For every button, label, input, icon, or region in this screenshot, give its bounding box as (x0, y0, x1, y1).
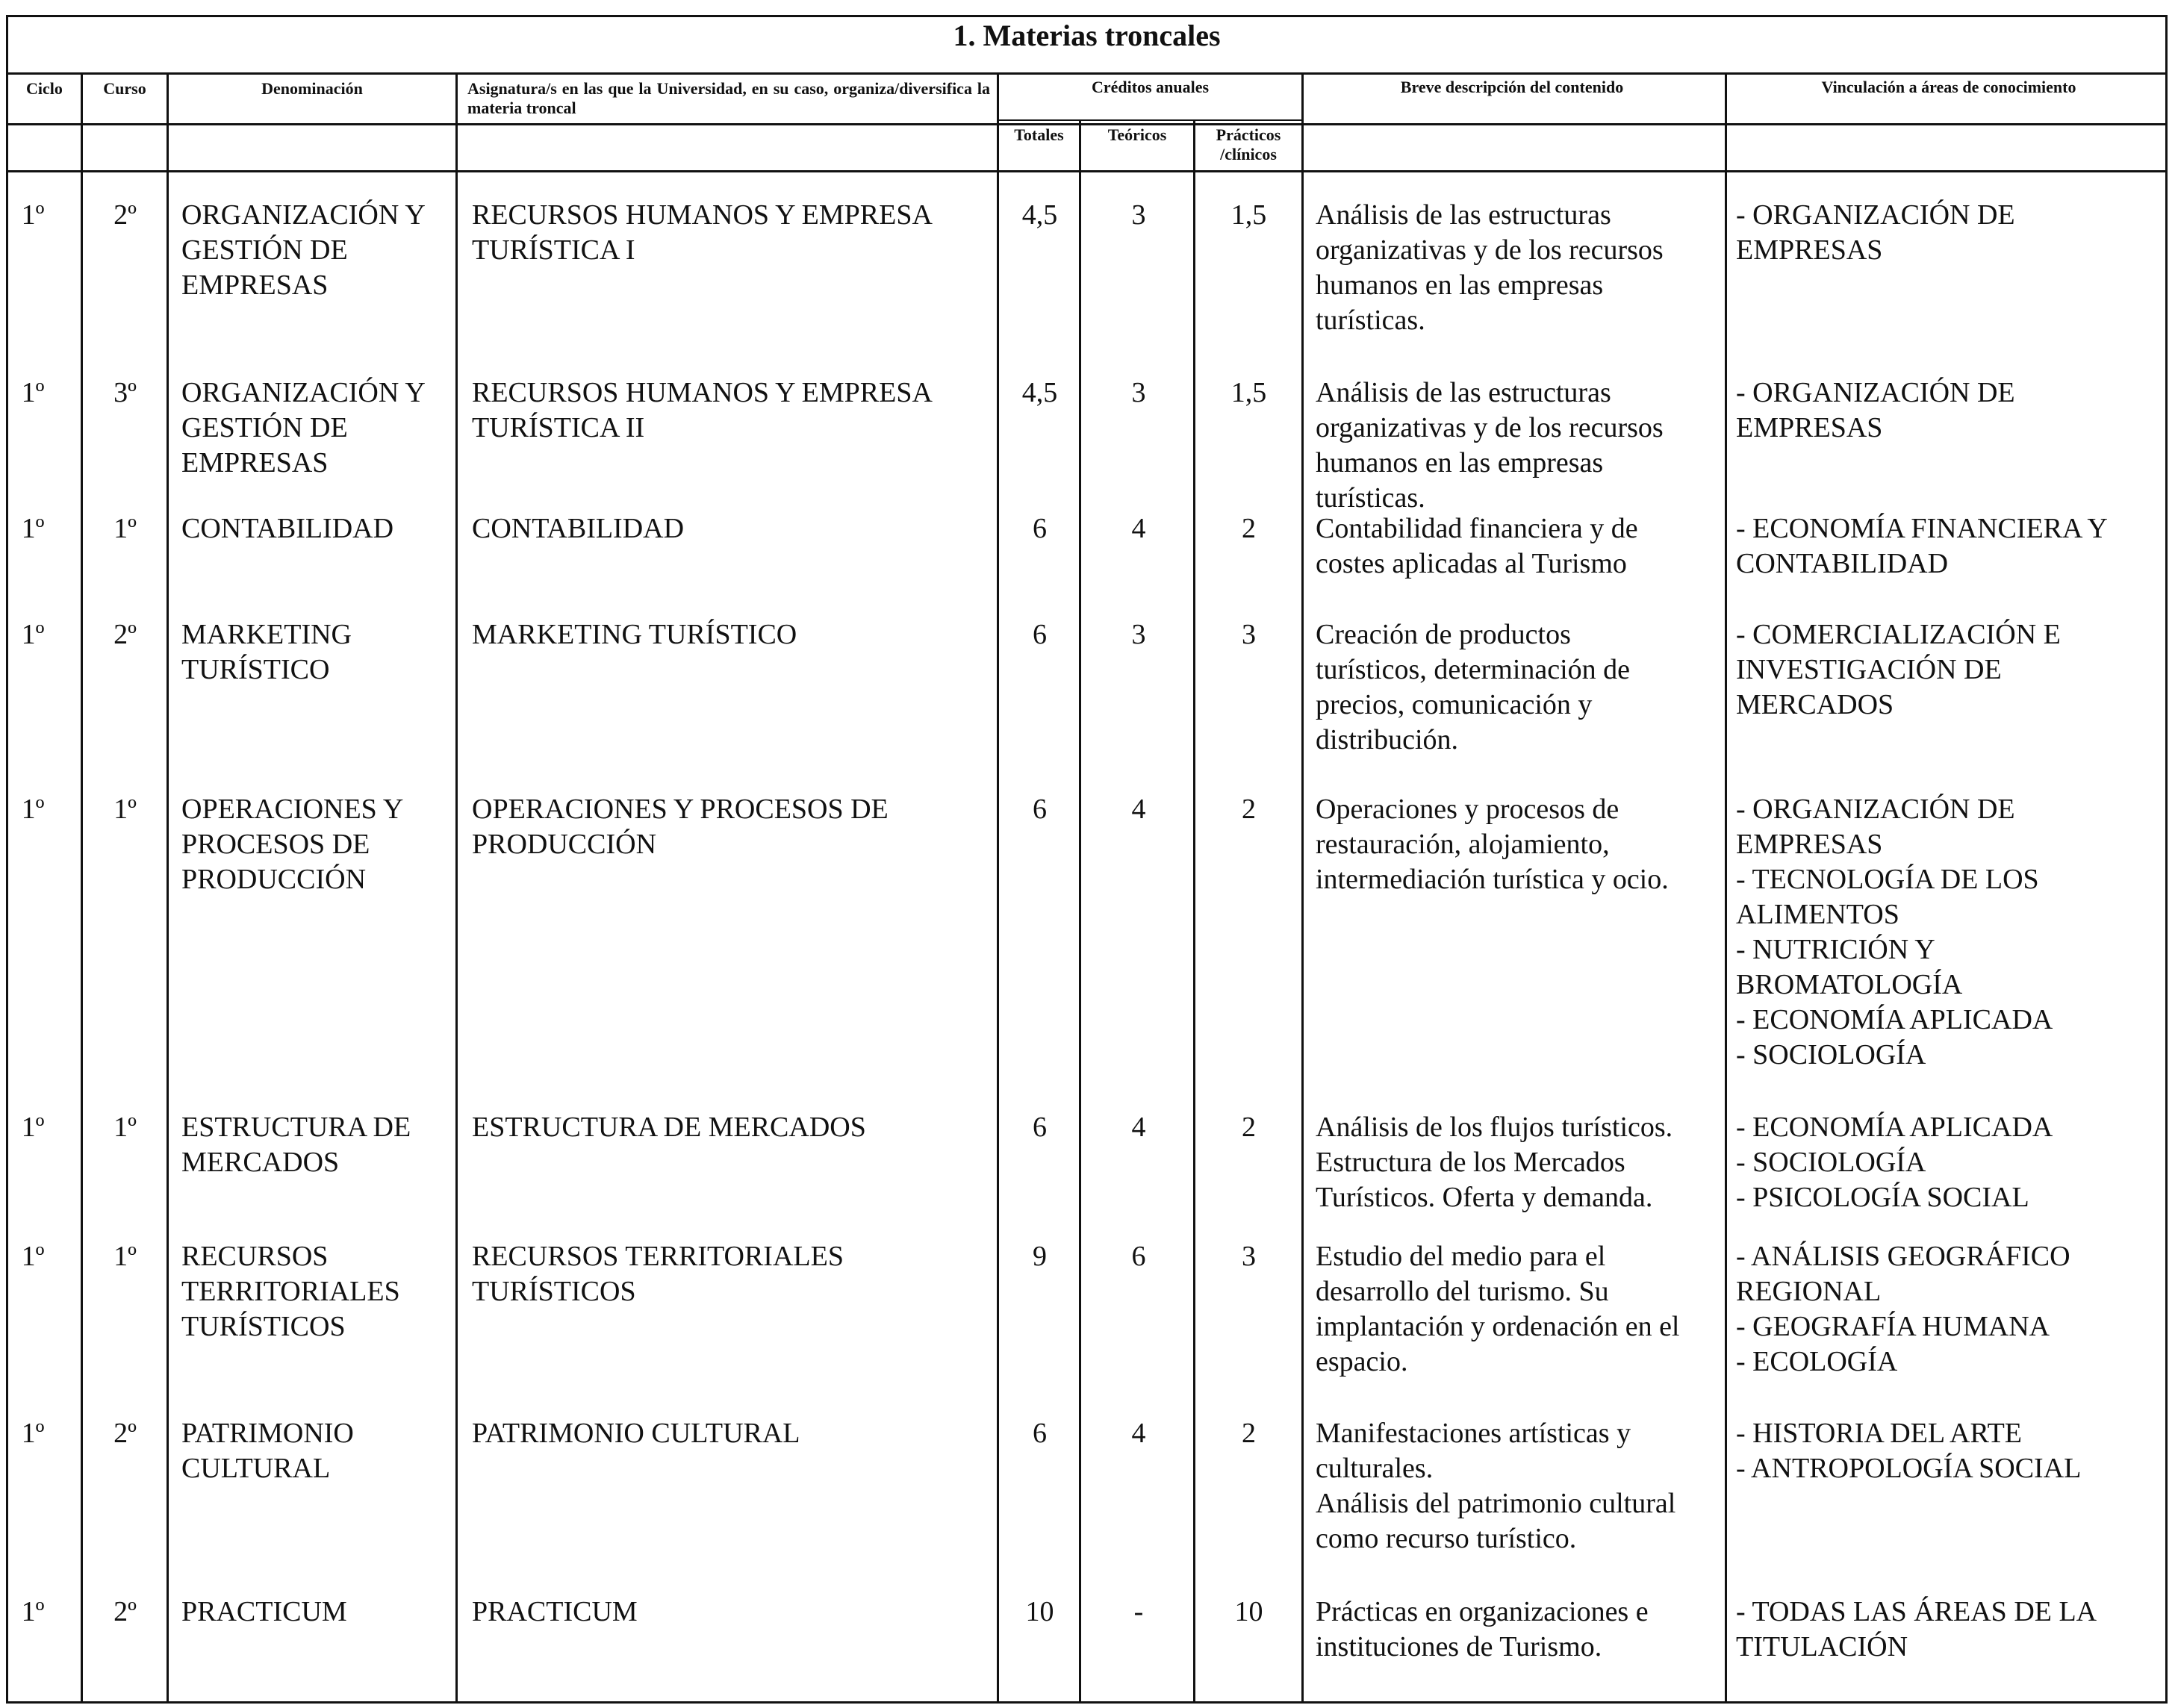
cell-totales: 6 (1033, 513, 1047, 544)
cell-practicos: 2 (1242, 794, 1256, 825)
area-item: - ECONOMÍA APLICADA (1736, 1004, 2053, 1035)
title-divider (6, 72, 2168, 75)
cell-teoricos: 4 (1131, 1418, 1146, 1449)
cell-curso: 2º (113, 619, 137, 650)
cell-ciclo: 1º (21, 1241, 45, 1272)
col-divider (1193, 119, 1195, 1704)
cell-asignatura: RECURSOS TERRITORIALES TURÍSTICOS (472, 1241, 844, 1307)
area-item: - HISTORIA DEL ARTE (1736, 1418, 2022, 1449)
header-creditos: Créditos anuales (1091, 78, 1210, 96)
cell-practicos: 10 (1234, 1596, 1263, 1627)
cell-ciclo: 1º (21, 1596, 45, 1627)
cell-denominacion: PATRIMONIO CULTURAL (181, 1418, 354, 1484)
cell-descripcion: Análisis de los flujos turísticos. Estructura de los Mercados Turísticos. Oferta y demanda. (1316, 1112, 1673, 1213)
cell-descripcion: Análisis de las estructuras organizativas y de los recursos humanos en las empresas turísticas. (1316, 199, 1664, 336)
cell-practicos: 2 (1242, 513, 1256, 544)
cell-ciclo: 1º (21, 1112, 45, 1143)
cell-ciclo: 1º (21, 513, 45, 544)
cell-asignatura: OPERACIONES Y PROCESOS DE PRODUCCIÓN (472, 794, 889, 860)
cell-ciclo: 1º (21, 199, 45, 231)
area-item: - SOCIOLOGÍA (1736, 1147, 1926, 1178)
cell-teoricos: 3 (1131, 199, 1146, 231)
cell-teoricos: 4 (1131, 794, 1146, 825)
header-practicos: Prácticos /clínicos (1216, 125, 1281, 163)
cell-denominacion: ESTRUCTURA DE MERCADOS (181, 1112, 411, 1178)
col-divider (1301, 72, 1304, 1704)
cell-vinculacion (1736, 375, 2162, 446)
cell-curso: 3º (113, 377, 137, 408)
cell-descripcion: Estudio del medio para el desarrollo del turismo. Su implantación y ordenación en el espacio. (1316, 1241, 1680, 1377)
area-item: - COMERCIALIZACIÓN E INVESTIGACIÓN DE MERCADOS (1736, 619, 2061, 720)
cell-denominacion: RECURSOS TERRITORIALES TURÍSTICOS (181, 1241, 400, 1342)
cell-practicos: 1,5 (1230, 199, 1267, 231)
cell-curso: 2º (113, 1418, 137, 1449)
header-asignatura: Asignatura/s en las que la Universidad, en su caso, organiza/diversifica la materia troncal (467, 79, 990, 117)
area-item: - NUTRICIÓN Y BROMATOLOGÍA (1736, 934, 1963, 1000)
cell-denominacion: ORGANIZACIÓN Y GESTIÓN DE EMPRESAS (181, 199, 426, 301)
area-item: - TECNOLOGÍA DE LOS ALIMENTOS (1736, 864, 2039, 930)
cell-teoricos: 6 (1131, 1241, 1146, 1272)
cell-practicos: 3 (1242, 1241, 1256, 1272)
cell-ciclo: 1º (21, 1418, 45, 1449)
cell-practicos: 3 (1242, 619, 1256, 650)
cell-vinculacion (1736, 198, 2162, 268)
cell-descripcion: Análisis de las estructuras organizativas y de los recursos humanos en las empresas turísticas. (1316, 377, 1664, 514)
cell-descripcion: Prácticas en organizaciones e instituciones de Turismo. (1316, 1596, 1649, 1662)
cell-practicos: 2 (1242, 1418, 1256, 1449)
area-item: - ECONOMÍA FINANCIERA Y CONTABILIDAD (1736, 513, 2108, 579)
header-vinculacion: Vinculación a áreas de conocimiento (1821, 78, 2076, 96)
cell-vinculacion (1736, 792, 2162, 1073)
area-item: - ANÁLISIS GEOGRÁFICO REGIONAL (1736, 1241, 2070, 1307)
cell-vinculacion (1736, 1239, 2162, 1380)
cell-denominacion: MARKETING TURÍSTICO (181, 619, 352, 685)
cell-denominacion: CONTABILIDAD (181, 513, 394, 544)
cell-curso: 2º (113, 1596, 137, 1627)
cell-teoricos: 3 (1131, 619, 1146, 650)
col-divider (997, 72, 999, 1704)
cell-denominacion: OPERACIONES Y PROCESOS DE PRODUCCIÓN (181, 794, 404, 895)
col-divider (1079, 119, 1081, 1704)
cell-teoricos: 4 (1131, 513, 1146, 544)
cell-curso: 1º (113, 513, 137, 544)
cell-practicos: 2 (1242, 1112, 1256, 1143)
cell-vinculacion (1736, 1110, 2162, 1215)
cell-vinculacion (1736, 617, 2162, 723)
cell-asignatura: CONTABILIDAD (472, 513, 685, 544)
cell-asignatura: ESTRUCTURA DE MERCADOS (472, 1112, 866, 1143)
cell-teoricos: - (1133, 1596, 1144, 1627)
cell-asignatura: RECURSOS HUMANOS Y EMPRESA TURÍSTICA I (472, 199, 933, 266)
area-item: - ANTROPOLOGÍA SOCIAL (1736, 1453, 2082, 1484)
header-totales: Totales (1014, 125, 1064, 144)
col-divider (167, 72, 169, 1704)
cell-denominacion: ORGANIZACIÓN Y GESTIÓN DE EMPRESAS (181, 377, 426, 479)
header-teoricos: Teóricos (1107, 125, 1167, 144)
cell-totales: 6 (1033, 1418, 1047, 1449)
cell-totales: 6 (1033, 619, 1047, 650)
cell-curso: 2º (113, 199, 137, 231)
header-curso: Curso (103, 79, 146, 98)
cell-practicos: 1,5 (1230, 377, 1267, 408)
cell-totales: 9 (1033, 1241, 1047, 1272)
cell-totales: 4,5 (1021, 199, 1058, 231)
cell-asignatura: RECURSOS HUMANOS Y EMPRESA TURÍSTICA II (472, 377, 933, 443)
cell-teoricos: 3 (1131, 377, 1146, 408)
cell-ciclo: 1º (21, 377, 45, 408)
cell-curso: 1º (113, 1112, 137, 1143)
cell-denominacion: PRACTICUM (181, 1596, 347, 1627)
cell-descripcion: Creación de productos turísticos, determinación de precios, comunicación y distribución. (1316, 619, 1631, 755)
area-item: - ORGANIZACIÓN DE EMPRESAS (1736, 199, 2015, 266)
area-item: - SOCIOLOGÍA (1736, 1039, 1926, 1070)
cell-teoricos: 4 (1131, 1112, 1146, 1143)
cell-totales: 6 (1033, 794, 1047, 825)
cell-asignatura: PRACTICUM (472, 1596, 638, 1627)
cell-asignatura: MARKETING TURÍSTICO (472, 619, 797, 650)
cell-vinculacion (1736, 1595, 2162, 1665)
area-item: - ECONOMÍA APLICADA (1736, 1112, 2053, 1143)
cell-descripcion: Contabilidad financiera y de costes aplicadas al Turismo (1316, 513, 1638, 579)
subheader-divider (997, 119, 1301, 121)
cell-ciclo: 1º (21, 794, 45, 825)
body-divider (6, 170, 2168, 172)
cell-vinculacion (1736, 1416, 2162, 1486)
cell-vinculacion (1736, 511, 2162, 582)
cell-asignatura: PATRIMONIO CULTURAL (472, 1418, 800, 1449)
cell-descripcion: Operaciones y procesos de restauración, alojamiento, intermediación turística y ocio. (1316, 794, 1669, 895)
cell-totales: 4,5 (1021, 377, 1058, 408)
header-denominacion: Denominación (261, 79, 363, 98)
cell-descripcion: Manifestaciones artísticas y culturales. Análisis del patrimonio cultural como recurso turístico. (1316, 1418, 1676, 1554)
area-item: - TODAS LAS ÁREAS DE LA TITULACIÓN (1736, 1596, 2097, 1662)
page-title: 1. Materias troncales (953, 19, 1221, 52)
cell-curso: 1º (113, 794, 137, 825)
col-divider (81, 72, 83, 1704)
area-item: - ORGANIZACIÓN DE EMPRESAS (1736, 794, 2015, 860)
header-descripcion: Breve descripción del contenido (1400, 78, 1624, 96)
col-divider (1725, 72, 1727, 1704)
cell-totales: 10 (1025, 1596, 1054, 1627)
cell-ciclo: 1º (21, 619, 45, 650)
cell-totales: 6 (1033, 1112, 1047, 1143)
area-item: - ECOLOGÍA (1736, 1346, 1898, 1377)
area-item: - PSICOLOGÍA SOCIAL (1736, 1182, 2029, 1213)
cell-curso: 1º (113, 1241, 137, 1272)
area-item: - GEOGRAFÍA HUMANA (1736, 1311, 2050, 1342)
col-divider (455, 72, 458, 1704)
area-item: - ORGANIZACIÓN DE EMPRESAS (1736, 377, 2015, 443)
header-ciclo: Ciclo (26, 79, 63, 98)
